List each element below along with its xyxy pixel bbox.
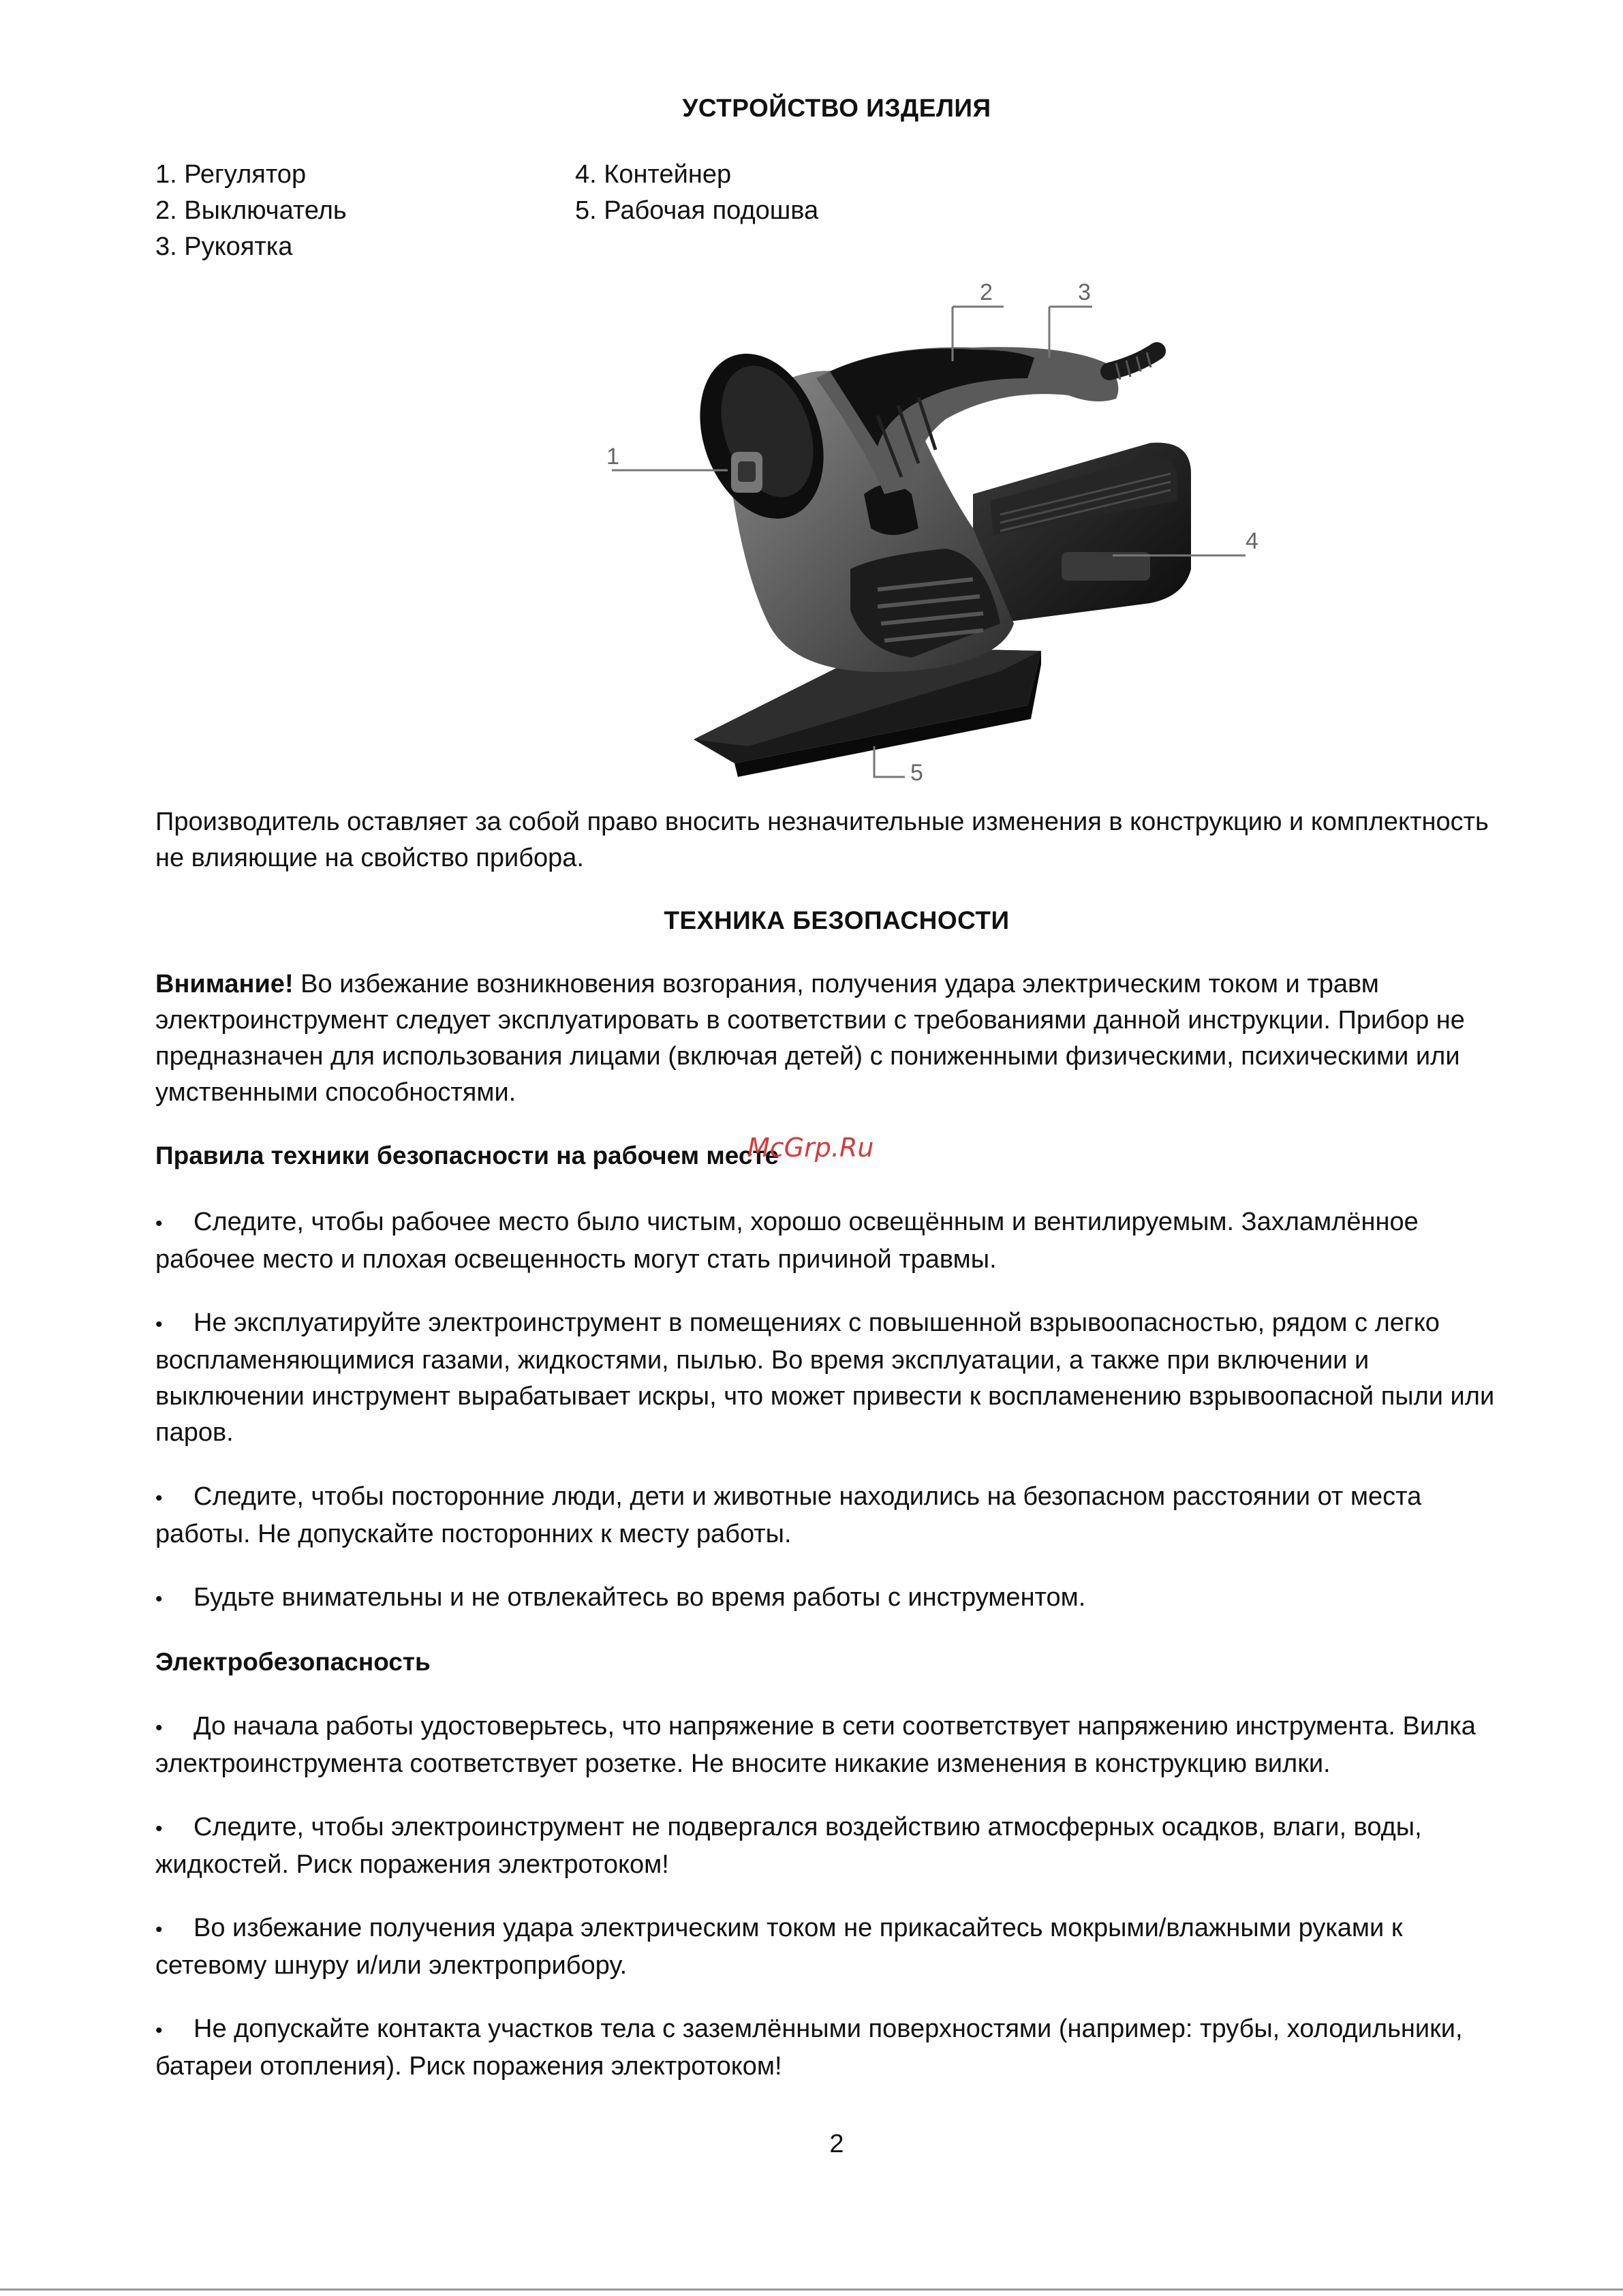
legend-item: 4. Контейнер bbox=[575, 160, 732, 189]
callout-5: 5 bbox=[910, 760, 923, 786]
legend-item: 2. Выключатель bbox=[155, 196, 347, 225]
list-item: • Не допускайте контакта участков тела с заземлёнными поверхностями (например: трубы, холодильники, батареи отопления). Риск поражения электротоком! bbox=[155, 2011, 1511, 2085]
bullet-icon: • bbox=[155, 1212, 163, 1235]
bullet-icon: • bbox=[155, 1313, 163, 1336]
list-item: • Следите, чтобы рабочее место было чистым, хорошо освещённым и вентилируемым. Захламлённое рабочее место и плохая освещенность могут стать причиной травмы. bbox=[155, 1204, 1511, 1278]
page-number: 2 bbox=[829, 2130, 844, 2158]
callout-2: 2 bbox=[980, 279, 993, 305]
legend-item: 1. Регулятор bbox=[155, 160, 307, 189]
sander-illustration bbox=[591, 269, 1286, 787]
warning-paragraph bbox=[155, 966, 1511, 1111]
warning-text: Во избежание возникновения возгорания, получения удара электрическим током и травм электроинструмент следует эксплуатировать в соответствии с требованиями данной инструкции. Прибор не предназначен для использования лицами (включая детей) с пониженными физическими, психическими или умственными способностями. bbox=[155, 970, 1465, 1107]
page-bottom-border bbox=[0, 2289, 1623, 2291]
warning-label: Внимание! bbox=[155, 970, 294, 998]
section-title-device: УСТРОЙСТВО ИЗДЕЛИЯ bbox=[682, 94, 991, 122]
legend-item: 5. Рабочая подошва bbox=[575, 196, 819, 225]
list-item: • Не эксплуатируйте электроинструмент в помещениях с повышенной взрывоопасностью, рядом с легко воспламеняющимися газами, жидкостями, пылью. Во время эксплуатации, а также при включении и выключении инструмент вырабатывает искры, что может привести к воспламенению взрывоопасной пыли или паров. bbox=[155, 1305, 1511, 1451]
legend-item: 3. Рукоятка bbox=[155, 232, 293, 261]
bullet-icon: • bbox=[155, 2019, 163, 2042]
electrical-heading: Электробезопасность bbox=[155, 1648, 431, 1676]
manufacturer-note: Производитель оставляет за собой право вносить незначительные изменения в конструкцию и комплектность не влияющие на свойство прибора. bbox=[155, 808, 1489, 872]
watermark: McGrp.Ru bbox=[747, 1133, 874, 1163]
workplace-heading: Правила техники безопасности на рабочем месте bbox=[155, 1142, 779, 1169]
list-item: • Будьте внимательны и не отвлекайтесь во время работы с инструментом. bbox=[155, 1580, 1511, 1617]
power-cord bbox=[1109, 351, 1157, 380]
list-item: • До начала работы удостоверьтесь, что напряжение в сети соответствует напряжению инструмента. Вилка электроинструмента соответствует розетке. Не вносите никакие изменения в конструкцию вилки. bbox=[155, 1709, 1511, 1782]
section-title-safety: ТЕХНИКА БЕЗОПАСНОСТИ bbox=[664, 906, 1010, 934]
bullet-icon: • bbox=[155, 1918, 163, 1941]
parts-legend-column-1 bbox=[155, 157, 347, 265]
parts-legend-column-2 bbox=[575, 157, 818, 229]
list-item: • Во избежание получения удара электрическим током не прикасайтесь мокрыми/влажными руками к сетевому шнуру и/или электроприбору. bbox=[155, 1910, 1511, 1984]
bullet-icon: • bbox=[155, 1717, 163, 1739]
dust-container bbox=[973, 443, 1191, 624]
callout-4: 4 bbox=[1246, 528, 1258, 554]
bullet-icon: • bbox=[155, 1818, 163, 1840]
bullet-icon: • bbox=[155, 1588, 163, 1610]
callout-3: 3 bbox=[1078, 279, 1091, 305]
bullet-icon: • bbox=[155, 1487, 163, 1510]
list-item: • Следите, чтобы электроинструмент не подвергался воздействию атмосферных осадков, влаги, воды, жидкостей. Риск поражения электротоком! bbox=[155, 1809, 1511, 1883]
callout-1: 1 bbox=[606, 444, 619, 470]
list-item: • Следите, чтобы посторонние люди, дети и животные находились на безопасном расстоянии от места работы. Не допускайте посторонних к месту работы. bbox=[155, 1479, 1511, 1552]
